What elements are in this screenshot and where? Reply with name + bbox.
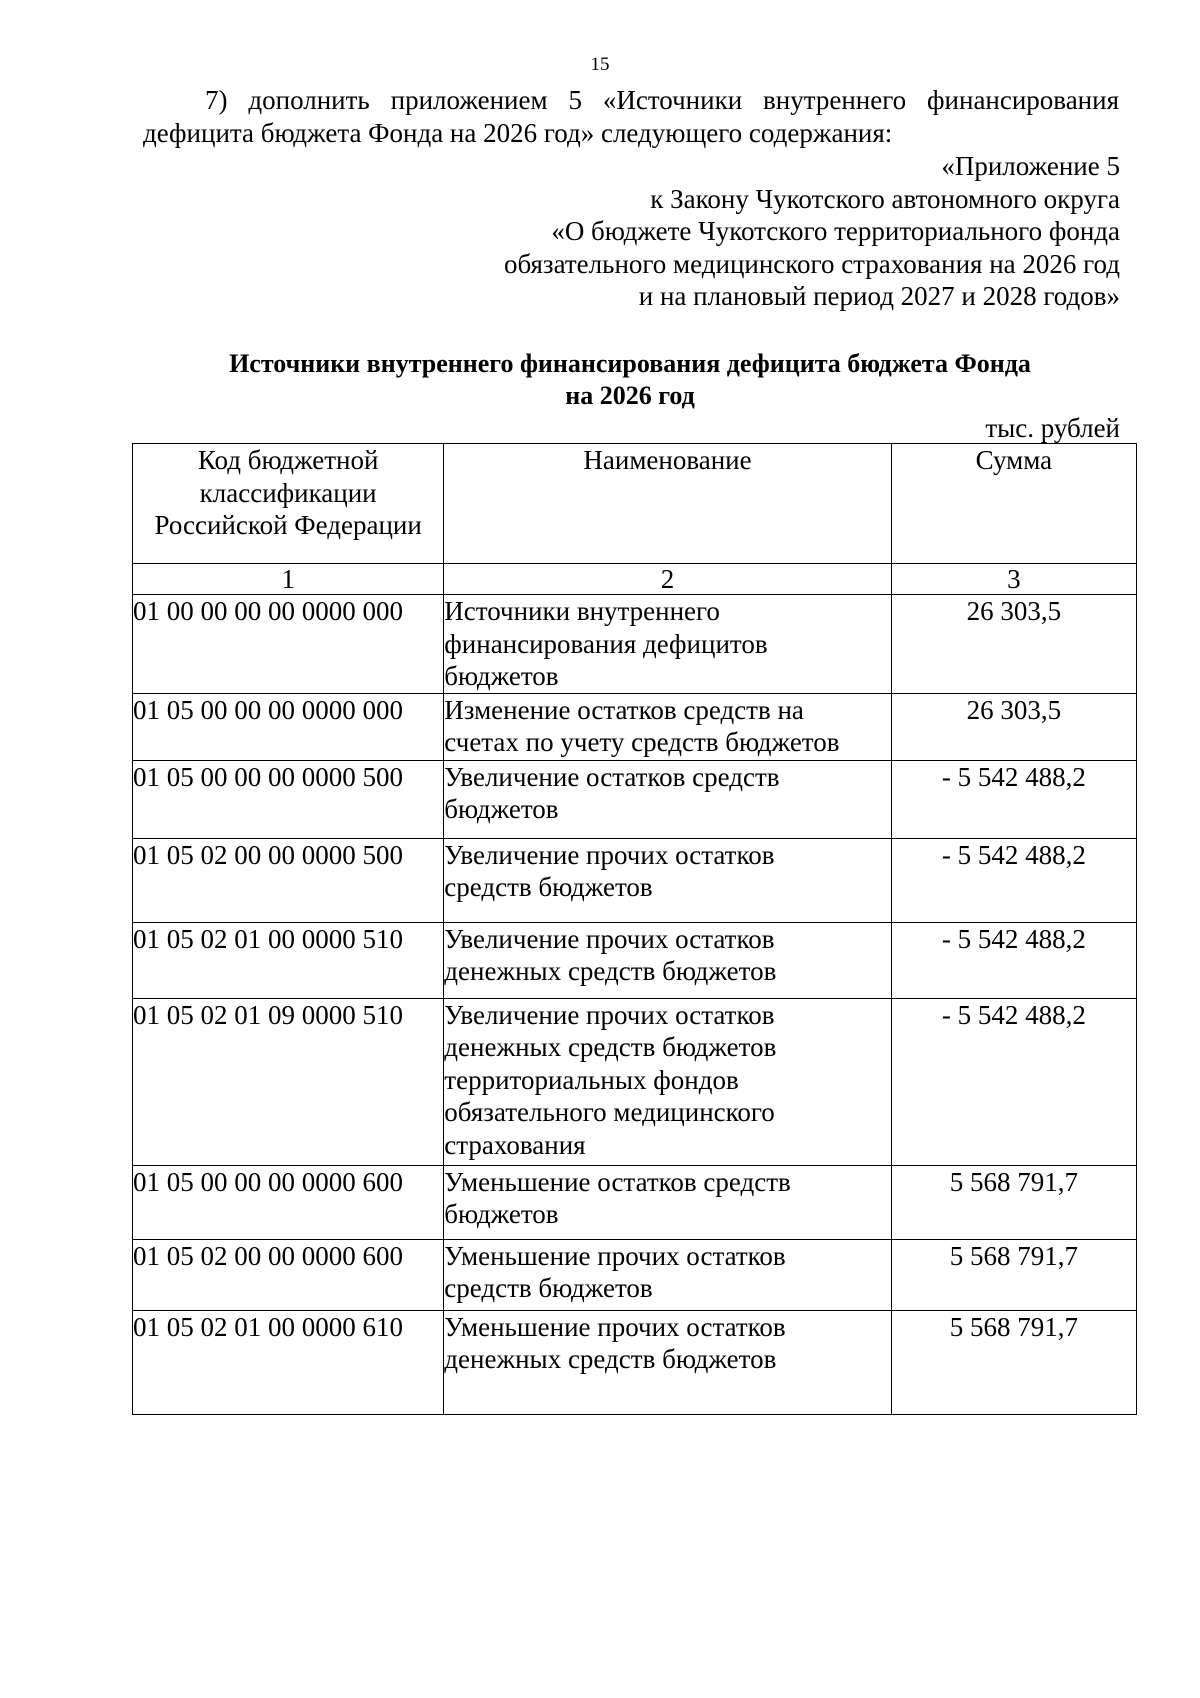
name-cell bbox=[444, 998, 891, 1165]
name-line: Уменьшение прочих остатков bbox=[444, 1240, 786, 1271]
name-line: счетах по учету средств бюджетов bbox=[444, 727, 840, 757]
name-line: средств бюджетов bbox=[444, 1273, 653, 1303]
sum-cell: - 5 542 488,2 bbox=[891, 838, 1136, 922]
name-line: денежных средств бюджетов bbox=[444, 1344, 777, 1374]
name-cell bbox=[444, 838, 891, 922]
name-line: обязательного медицинского bbox=[444, 1097, 775, 1127]
code-cell: 01 05 02 01 09 0000 510 bbox=[133, 998, 444, 1165]
name-cell bbox=[444, 760, 891, 838]
header-code-line: Код бюджетной bbox=[197, 445, 379, 475]
budget-sources-table bbox=[132, 443, 1137, 1415]
appendix-line: и на плановый период 2027 и 2028 годов» bbox=[638, 281, 1120, 311]
name-line: Увеличение остатков средств bbox=[444, 761, 780, 792]
code-cell: 01 05 02 00 00 0000 600 bbox=[133, 1239, 444, 1310]
appendix-line: «О бюджете Чукотского территориального фонда bbox=[551, 216, 1120, 246]
page-number: 15 bbox=[590, 54, 610, 75]
sum-cell: 5 568 791,7 bbox=[891, 1239, 1136, 1310]
appendix-line: «Приложение 5 bbox=[941, 151, 1120, 181]
name-line: Увеличение прочих остатков bbox=[444, 999, 775, 1030]
appendix-line: обязательного медицинского страхования на 2026 год bbox=[503, 248, 1120, 279]
units-label: тыс. рублей bbox=[985, 413, 1120, 443]
name-line: бюджетов bbox=[444, 794, 559, 824]
name-line: денежных средств бюджетов bbox=[444, 956, 777, 986]
name-cell bbox=[444, 595, 891, 694]
table-row bbox=[133, 922, 1137, 998]
name-cell bbox=[444, 1239, 891, 1310]
code-cell: 01 05 02 00 00 0000 500 bbox=[133, 838, 444, 922]
header-code-line: классификации bbox=[199, 477, 377, 508]
document-title bbox=[0, 348, 1200, 412]
header-code bbox=[133, 444, 444, 564]
name-cell bbox=[444, 922, 891, 998]
name-cell bbox=[444, 693, 891, 760]
name-line: денежных средств бюджетов bbox=[444, 1032, 777, 1062]
code-cell: 01 05 00 00 00 0000 500 bbox=[133, 760, 444, 838]
table-row bbox=[133, 693, 1137, 760]
code-cell: 01 05 00 00 00 0000 600 bbox=[133, 1165, 444, 1239]
column-number: 2 bbox=[444, 564, 891, 595]
table-row bbox=[133, 1239, 1137, 1310]
sum-cell: 26 303,5 bbox=[891, 595, 1136, 694]
title-line-1: Источники внутреннего финансирования дефицита бюджета Фонда bbox=[229, 349, 1031, 378]
name-line: средств бюджетов bbox=[444, 872, 653, 902]
table-row bbox=[133, 760, 1137, 838]
column-number-row bbox=[133, 564, 1137, 595]
name-cell bbox=[444, 1165, 891, 1239]
name-line: территориальных фондов bbox=[444, 1064, 739, 1095]
name-line: Изменение остатков средств на bbox=[444, 694, 804, 725]
header-code-line: Российской Федерации bbox=[154, 510, 422, 540]
table-header-row bbox=[133, 444, 1137, 564]
table-row bbox=[133, 595, 1137, 694]
sum-cell: - 5 542 488,2 bbox=[891, 922, 1136, 998]
name-line: Увеличение прочих остатков bbox=[444, 923, 775, 954]
sum-cell: - 5 542 488,2 bbox=[891, 760, 1136, 838]
name-line: бюджетов bbox=[444, 1199, 559, 1229]
code-cell: 01 05 02 01 00 0000 510 bbox=[133, 922, 444, 998]
sum-cell: 5 568 791,7 bbox=[891, 1165, 1136, 1239]
table-row bbox=[133, 1165, 1137, 1239]
name-line: Уменьшение остатков средств bbox=[444, 1166, 791, 1197]
name-line: Источники внутреннего bbox=[444, 596, 720, 626]
name-line: страхования bbox=[444, 1129, 586, 1160]
name-line: финансирования дефицитов bbox=[444, 628, 768, 659]
table-row bbox=[133, 1310, 1137, 1414]
header-sum: Сумма bbox=[891, 444, 1136, 564]
code-cell: 01 05 02 01 00 0000 610 bbox=[133, 1310, 444, 1414]
header-name: Наименование bbox=[444, 444, 891, 564]
appendix-header bbox=[400, 150, 1120, 313]
intro-paragraph: 7) дополнить приложением 5 «Источники внутреннего финансирования дефицита бюджета Фонда на 2026 год» следующего содержания: bbox=[143, 85, 1119, 148]
sum-cell: - 5 542 488,2 bbox=[891, 998, 1136, 1165]
sum-cell: 5 568 791,7 bbox=[891, 1310, 1136, 1414]
name-line: Уменьшение прочих остатков bbox=[444, 1311, 786, 1342]
column-number: 3 bbox=[891, 564, 1136, 595]
table-row bbox=[133, 998, 1137, 1165]
title-line-2: на 2026 год bbox=[565, 381, 695, 410]
name-line: Увеличение прочих остатков bbox=[444, 839, 775, 870]
appendix-line: к Закону Чукотского автономного округа bbox=[650, 183, 1120, 214]
name-cell bbox=[444, 1310, 891, 1414]
sum-cell: 26 303,5 bbox=[891, 693, 1136, 760]
column-number: 1 bbox=[133, 564, 444, 595]
code-cell: 01 00 00 00 00 0000 000 bbox=[133, 595, 444, 694]
name-line: бюджетов bbox=[444, 661, 559, 691]
table-row bbox=[133, 838, 1137, 922]
code-cell: 01 05 00 00 00 0000 000 bbox=[133, 693, 444, 760]
